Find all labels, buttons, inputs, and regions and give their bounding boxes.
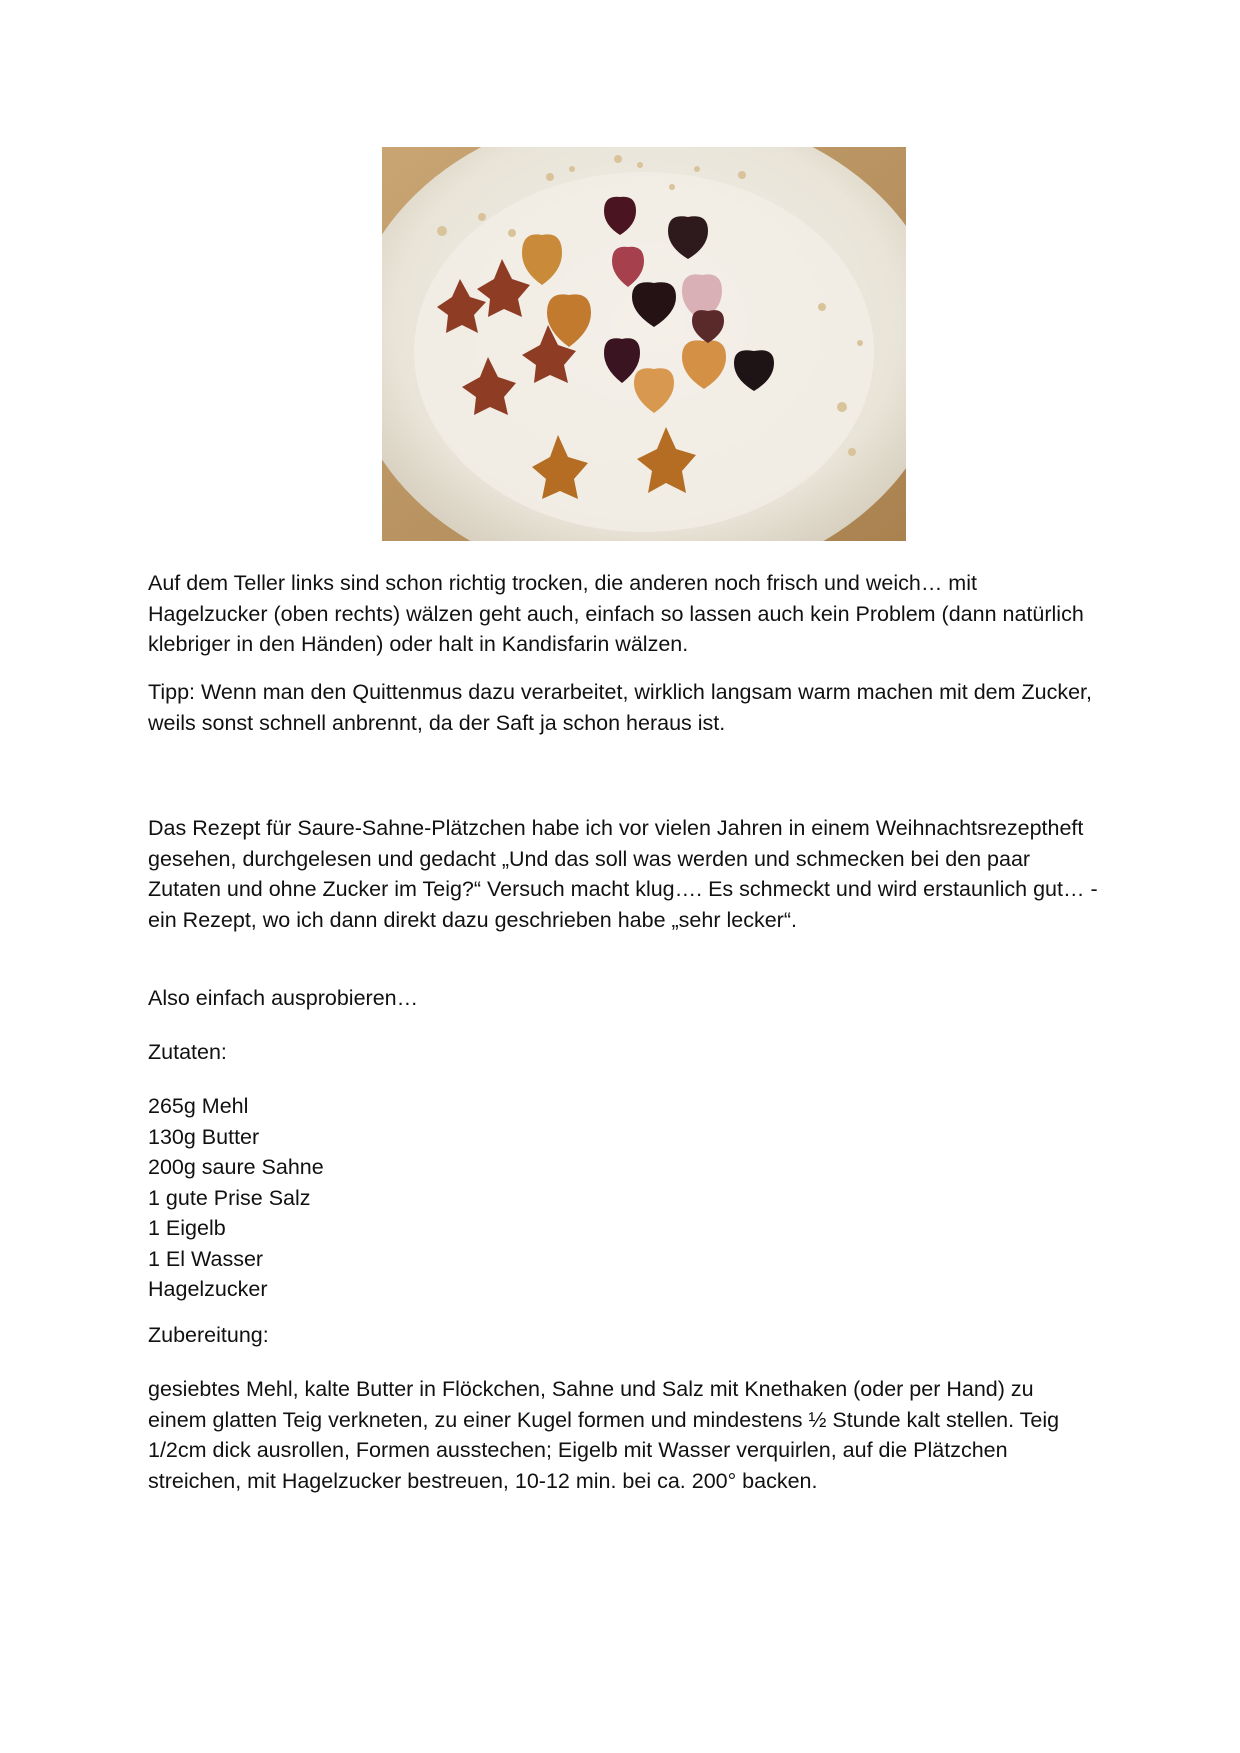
tip-text: Tipp: Wenn man den Quittenmus dazu verarbeitet, wirklich langsam warm machen mit dem Zucker, weils sonst schnell anbrennt, da der Saft ja schon heraus ist. — [148, 680, 1092, 735]
ingredient-item: 1 El Wasser — [148, 1246, 264, 1271]
ingredient-item: 1 gute Prise Salz — [148, 1185, 311, 1210]
preparation-paragraph — [148, 1374, 1098, 1496]
ingredients-heading — [148, 1037, 1098, 1068]
tip-paragraph — [148, 677, 1098, 738]
ingredient-item: 200g saure Sahne — [148, 1155, 324, 1179]
preparation-heading — [148, 1320, 1098, 1351]
caption-paragraph — [148, 568, 1098, 660]
caption-text: Auf dem Teller links sind schon richtig trocken, die anderen noch frisch und weich… mit Hagelzucker (oben rechts) wälzen geht auch, einfach so lassen auch kein Problem (dann natürlich klebriger in den Händen) oder halt in Kandisfarin wälzen. — [148, 571, 1084, 656]
ingredient-item: 130g Butter — [148, 1124, 260, 1149]
ingredient-item: 1 Eigelb — [148, 1216, 226, 1240]
ingredients-list — [148, 1091, 1098, 1305]
ingredient-item: 265g Mehl — [148, 1094, 249, 1118]
intro-paragraph — [148, 813, 1098, 935]
plate-of-candies-photo — [382, 147, 906, 541]
preparation-text: gesiebtes Mehl, kalte Butter in Flöckchen, Sahne und Salz mit Knethaken (oder per Hand) zu einem glatten Teig verkneten, zu einer Kugel formen und mindestens ½ Stunde kalt stellen. Teig 1/2cm dick ausrollen, Formen ausstechen; Eigelb mit Wasser verquirlen, auf die Plätzchen streichen, mit Hagelzucker bestreuen, 10-12 min. bei ca. 200° backen. — [148, 1377, 1060, 1493]
try-paragraph — [148, 983, 1098, 1014]
ingredient-item: Hagelzucker — [148, 1277, 268, 1301]
preparation-heading-text: Zubereitung: — [148, 1323, 269, 1347]
try-text: Also einfach ausprobieren… — [148, 986, 419, 1010]
intro-text: Das Rezept für Saure-Sahne-Plätzchen habe ich vor vielen Jahren in einem Weihnachtsrezeptheft gesehen, durchgelesen und gedacht „Und das soll was werden und schmecken bei den paar Zutaten und ohne Zucker im Teig?“ Versuch macht klug…. Es schmeckt und wird erstaunlich gut… - ein Rezept, wo ich dann direkt dazu geschrieben habe „sehr lecker“. — [148, 816, 1098, 932]
ingredients-heading-text: Zutaten: — [148, 1040, 227, 1064]
candy-plate-photo — [382, 147, 906, 541]
